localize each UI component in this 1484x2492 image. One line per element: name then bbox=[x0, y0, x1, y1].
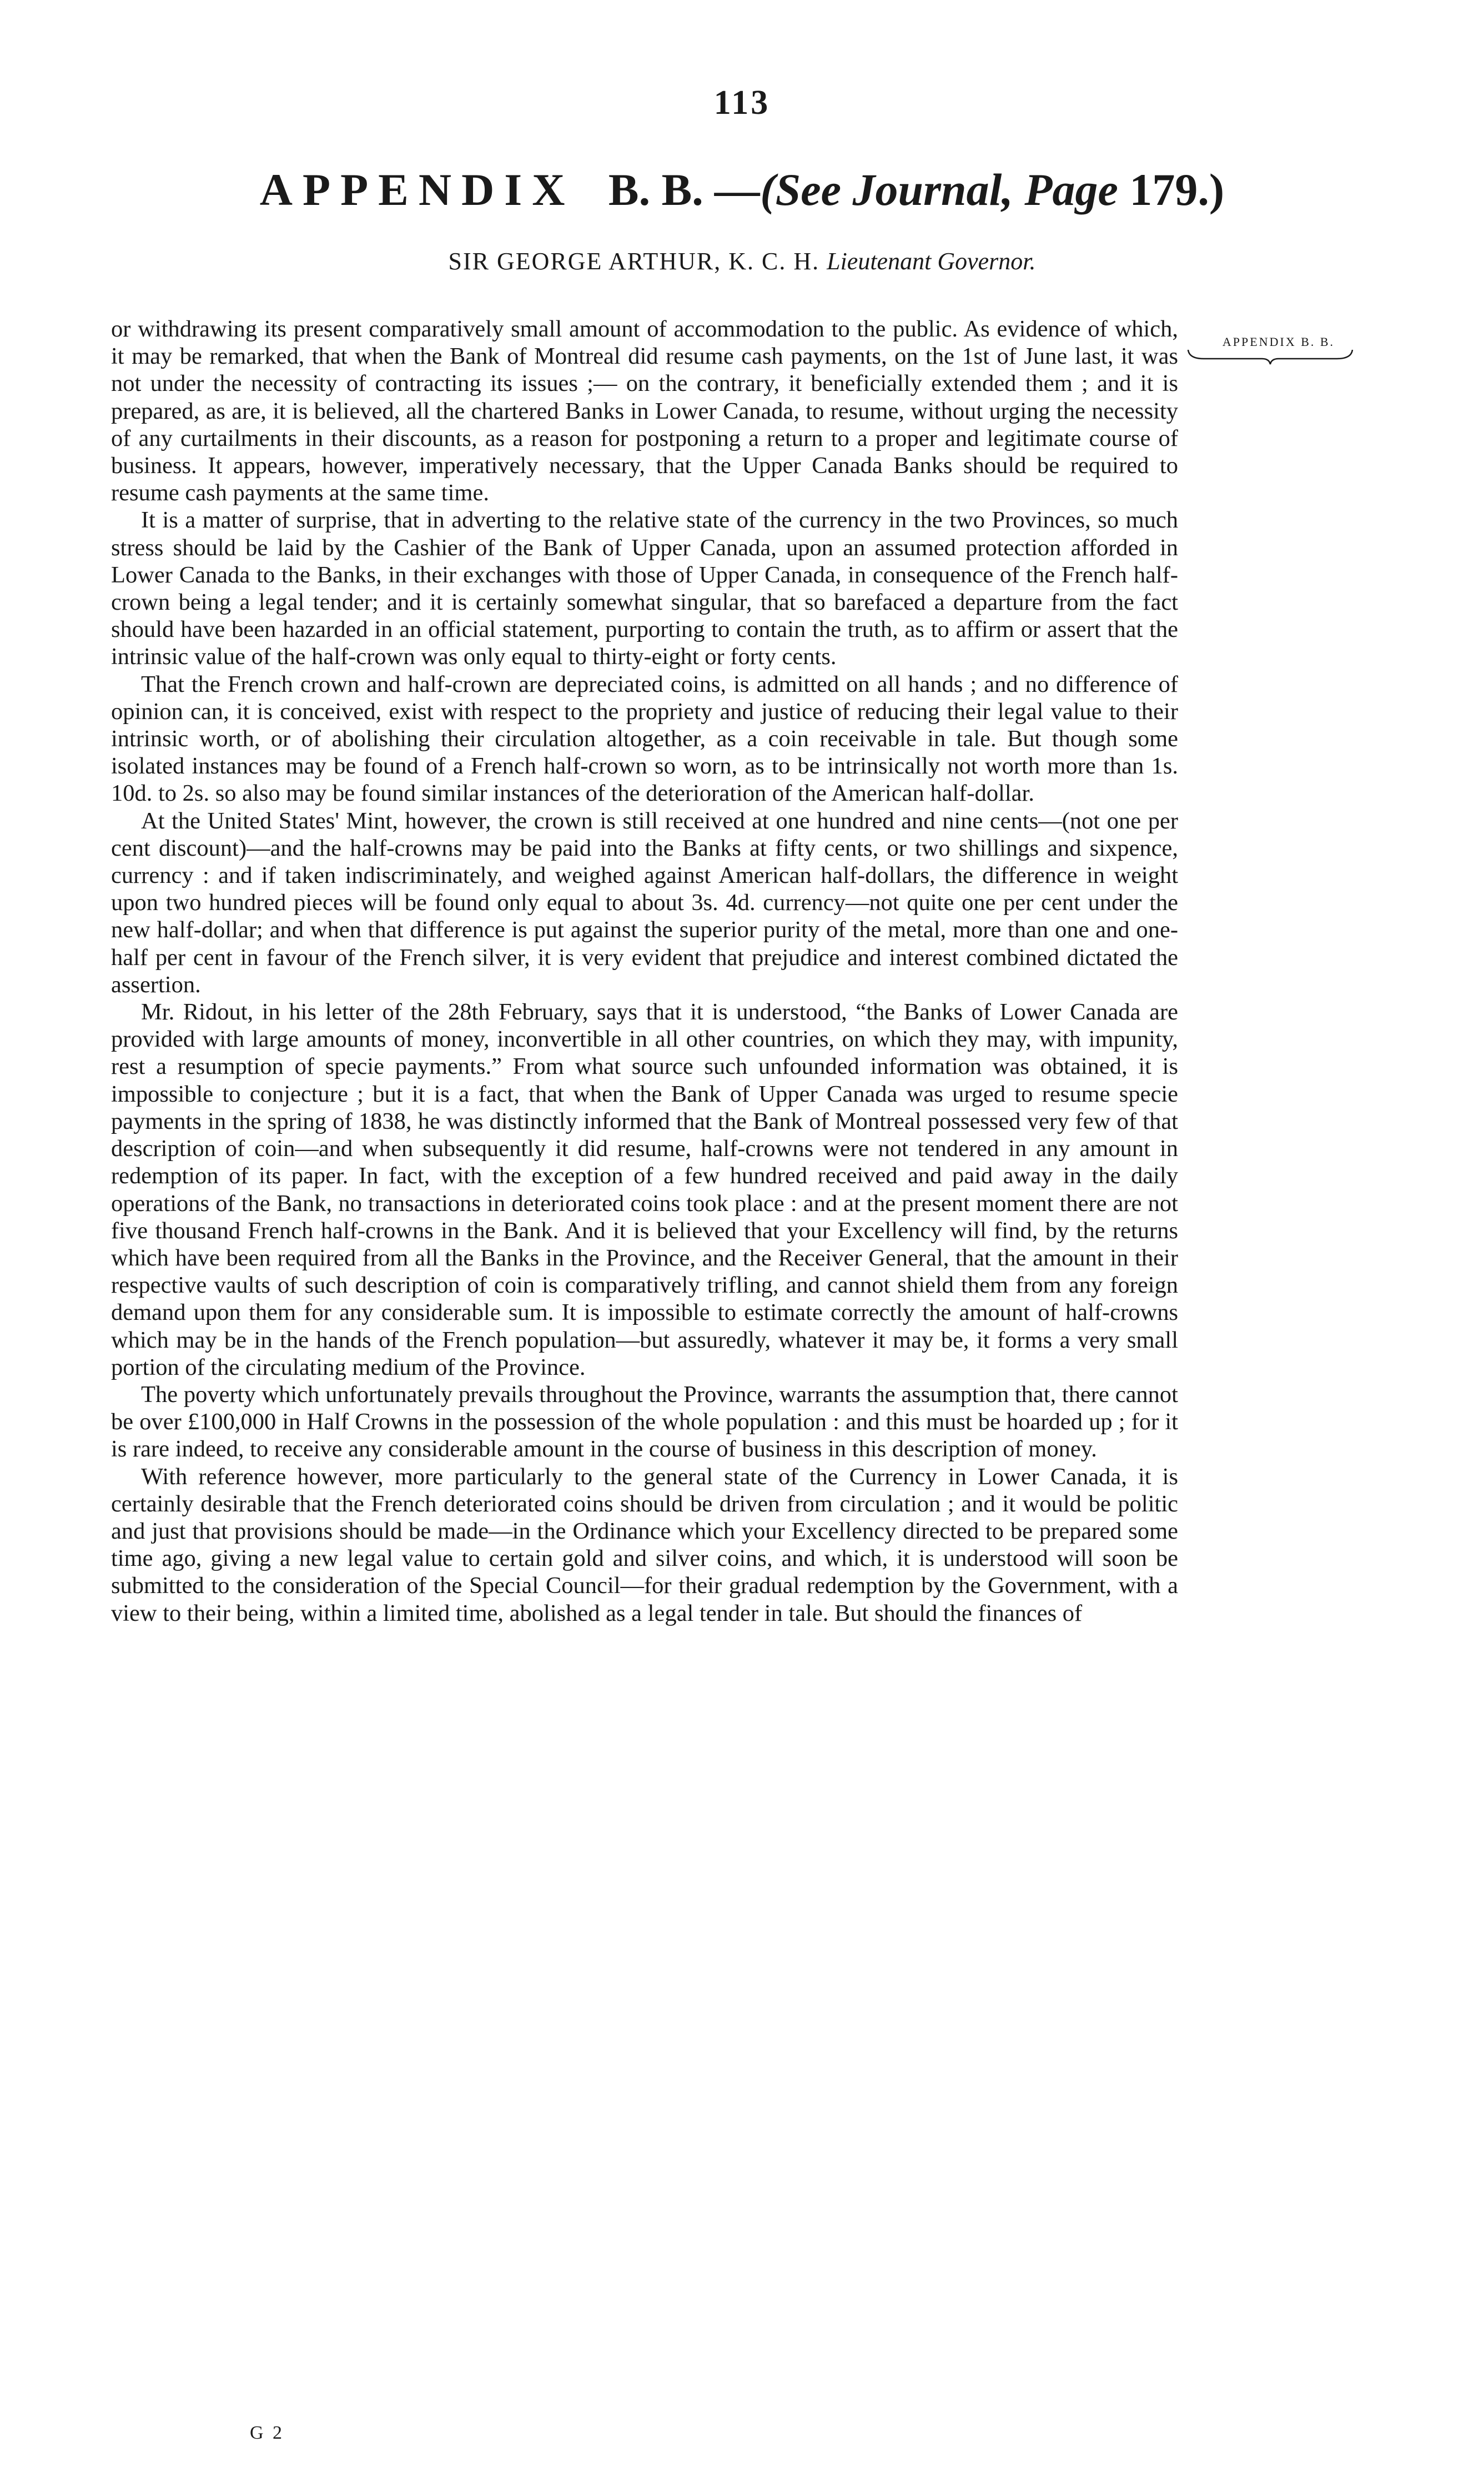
paragraph: Mr. Ridout, in his letter of the 28th February, says that it is understood, “the Banks of Lower Canada are provided with large amounts of money, inconvertible in all other countries, on which they may, with impunity, rest a resumption of specie payments.” From what source such unfounded information was obtained, it is impossible to conjecture ; but it is a fact, that when the Bank of Upper Canada was urged to resume specie payments in the spring of 1838, he was distinctly informed that the Bank of Montreal possessed very few of that description of coin—and when subsequently it did resume, half-crowns were not tendered in any amount in redemption of its paper. In fact, with the exception of a few hundred received and paid away in the daily operations of the Bank, no transactions in deteriorated coins took place : and at the present moment there are not five thousand French half-crowns in the Bank. And it is believed that your Excellency will find, by the returns which have been required from all the Banks in the Province, and the Receiver General, that the amount in their respective vaults of such description of coin is comparatively trifling, and cannot shield them from any foreign demand upon them for any considerable sum. It is impossible to estimate correctly the amount of half-crowns which may be in the hands of the French population—but assuredly, whatever it may be, it forms a very small portion of the circulating medium of the Province. bbox=[111, 999, 1178, 1380]
paragraph: It is a matter of surprise, that in adverting to the relative state of the currency in the two Provinces, so much stress should be laid by the Cashier of the Bank of Upper Canada, upon an assumed protection afforded in Lower Canada to the Banks, in their exchanges with those of Upper Canada, in consequence of the French half-crown being a legal tender; and it is certainly somewhat singular, that so barefaced a departure from the fact should have been hazarded in an official statement, purporting to contain the truth, as to affirm or assert that the intrinsic value of the half-crown was only equal to thirty-eight or forty cents. bbox=[111, 507, 1178, 670]
paragraph: At the United States' Mint, however, the crown is still received at one hundred and nine cents—(not one per cent discount)—and the half-crowns may be paid into the Banks at fifty cents, or two shillings and sixpence, currency : and if taken indiscriminately, and weighed against American half-dollars, the difference in weight upon two hundred pieces will be found only equal to about 3s. 4d. currency—not quite one per cent under the new half-dollar; and when that difference is put against the superior purity of the metal, more than one and one-half per cent in favour of the French silver, it is very evident that prejudice and interest combined dictated the assertion. bbox=[111, 807, 1178, 998]
paragraph: That the French crown and half-crown are depreciated coins, is admitted on all hands ; and no difference of opinion can, it is conceived, exist with respect to the propriety and justice of reducing their legal value to their intrinsic worth, or of abolishing their circulation altogether, as a coin receivable in tale. But though some isolated instances may be found of a French half-crown so worn, as to be intrinsically not worth more than 1s. 10d. to 2s. so also may be found similar instances of the deterioration of the American half-dollar. bbox=[111, 671, 1178, 807]
journal-ref: —(See Journal, Page bbox=[715, 164, 1118, 215]
signature-mark: G 2 bbox=[250, 2423, 285, 2443]
paragraph: The poverty which unfortunately prevails throughout the Province, warrants the assumption that, there cannot be over £100,000 in Half Crowns in the possession of the whole population : and this must be hoarded up ; for it is rare indeed, to receive any considerable amount in the course of business in this description of money. bbox=[111, 1381, 1178, 1463]
margin-note: APPENDIX B. B. bbox=[1222, 335, 1335, 349]
appendix-header bbox=[0, 164, 1484, 216]
governor-name: SIR GEORGE ARTHUR, K. C. H. bbox=[448, 248, 820, 275]
governor-subheader bbox=[0, 247, 1484, 275]
body-text bbox=[111, 315, 1178, 1627]
paragraph: or withdrawing its present comparatively small amount of accommodation to the public. As evidence of which, it may be remarked, that when the Bank of Montreal did resume cash payments, on the 1st of June last, it was not under the necessity of contracting its issues ;— on the contrary, it beneficially extended them ; and it is prepared, as are, it is believed, all the chartered Banks in Lower Canada, to resume, without urging the necessity of any curtailments in their discounts, as a reason for postponing a return to a proper and legitimate course of business. It appears, however, imperatively necessary, that the Upper Canada Banks should be required to resume cash payments at the same time. bbox=[111, 316, 1178, 506]
page-ref: 179.) bbox=[1129, 164, 1225, 215]
paragraph: With reference however, more particularly to the general state of the Currency in Lower Canada, it is certainly desirable that the French deteriorated coins should be driven from circulation ; and it would be politic and just that provisions should be made—in the Ordinance which your Excellency directed to be prepared some time ago, giving a new legal value to certain gold and silver coins, and which, it is understood will soon be submitted to the consideration of the Special Council—for their gradual redemption by the Government, with a view to their being, within a limited time, abolished as a legal tender in tale. But should the finances of bbox=[111, 1463, 1178, 1626]
appendix-label: APPENDIX bbox=[259, 164, 575, 215]
page-number: 113 bbox=[713, 84, 771, 122]
appendix-ref: B. B. bbox=[608, 164, 703, 215]
margin-brace bbox=[1187, 349, 1354, 365]
governor-title: Lieutenant Governor. bbox=[827, 248, 1036, 275]
